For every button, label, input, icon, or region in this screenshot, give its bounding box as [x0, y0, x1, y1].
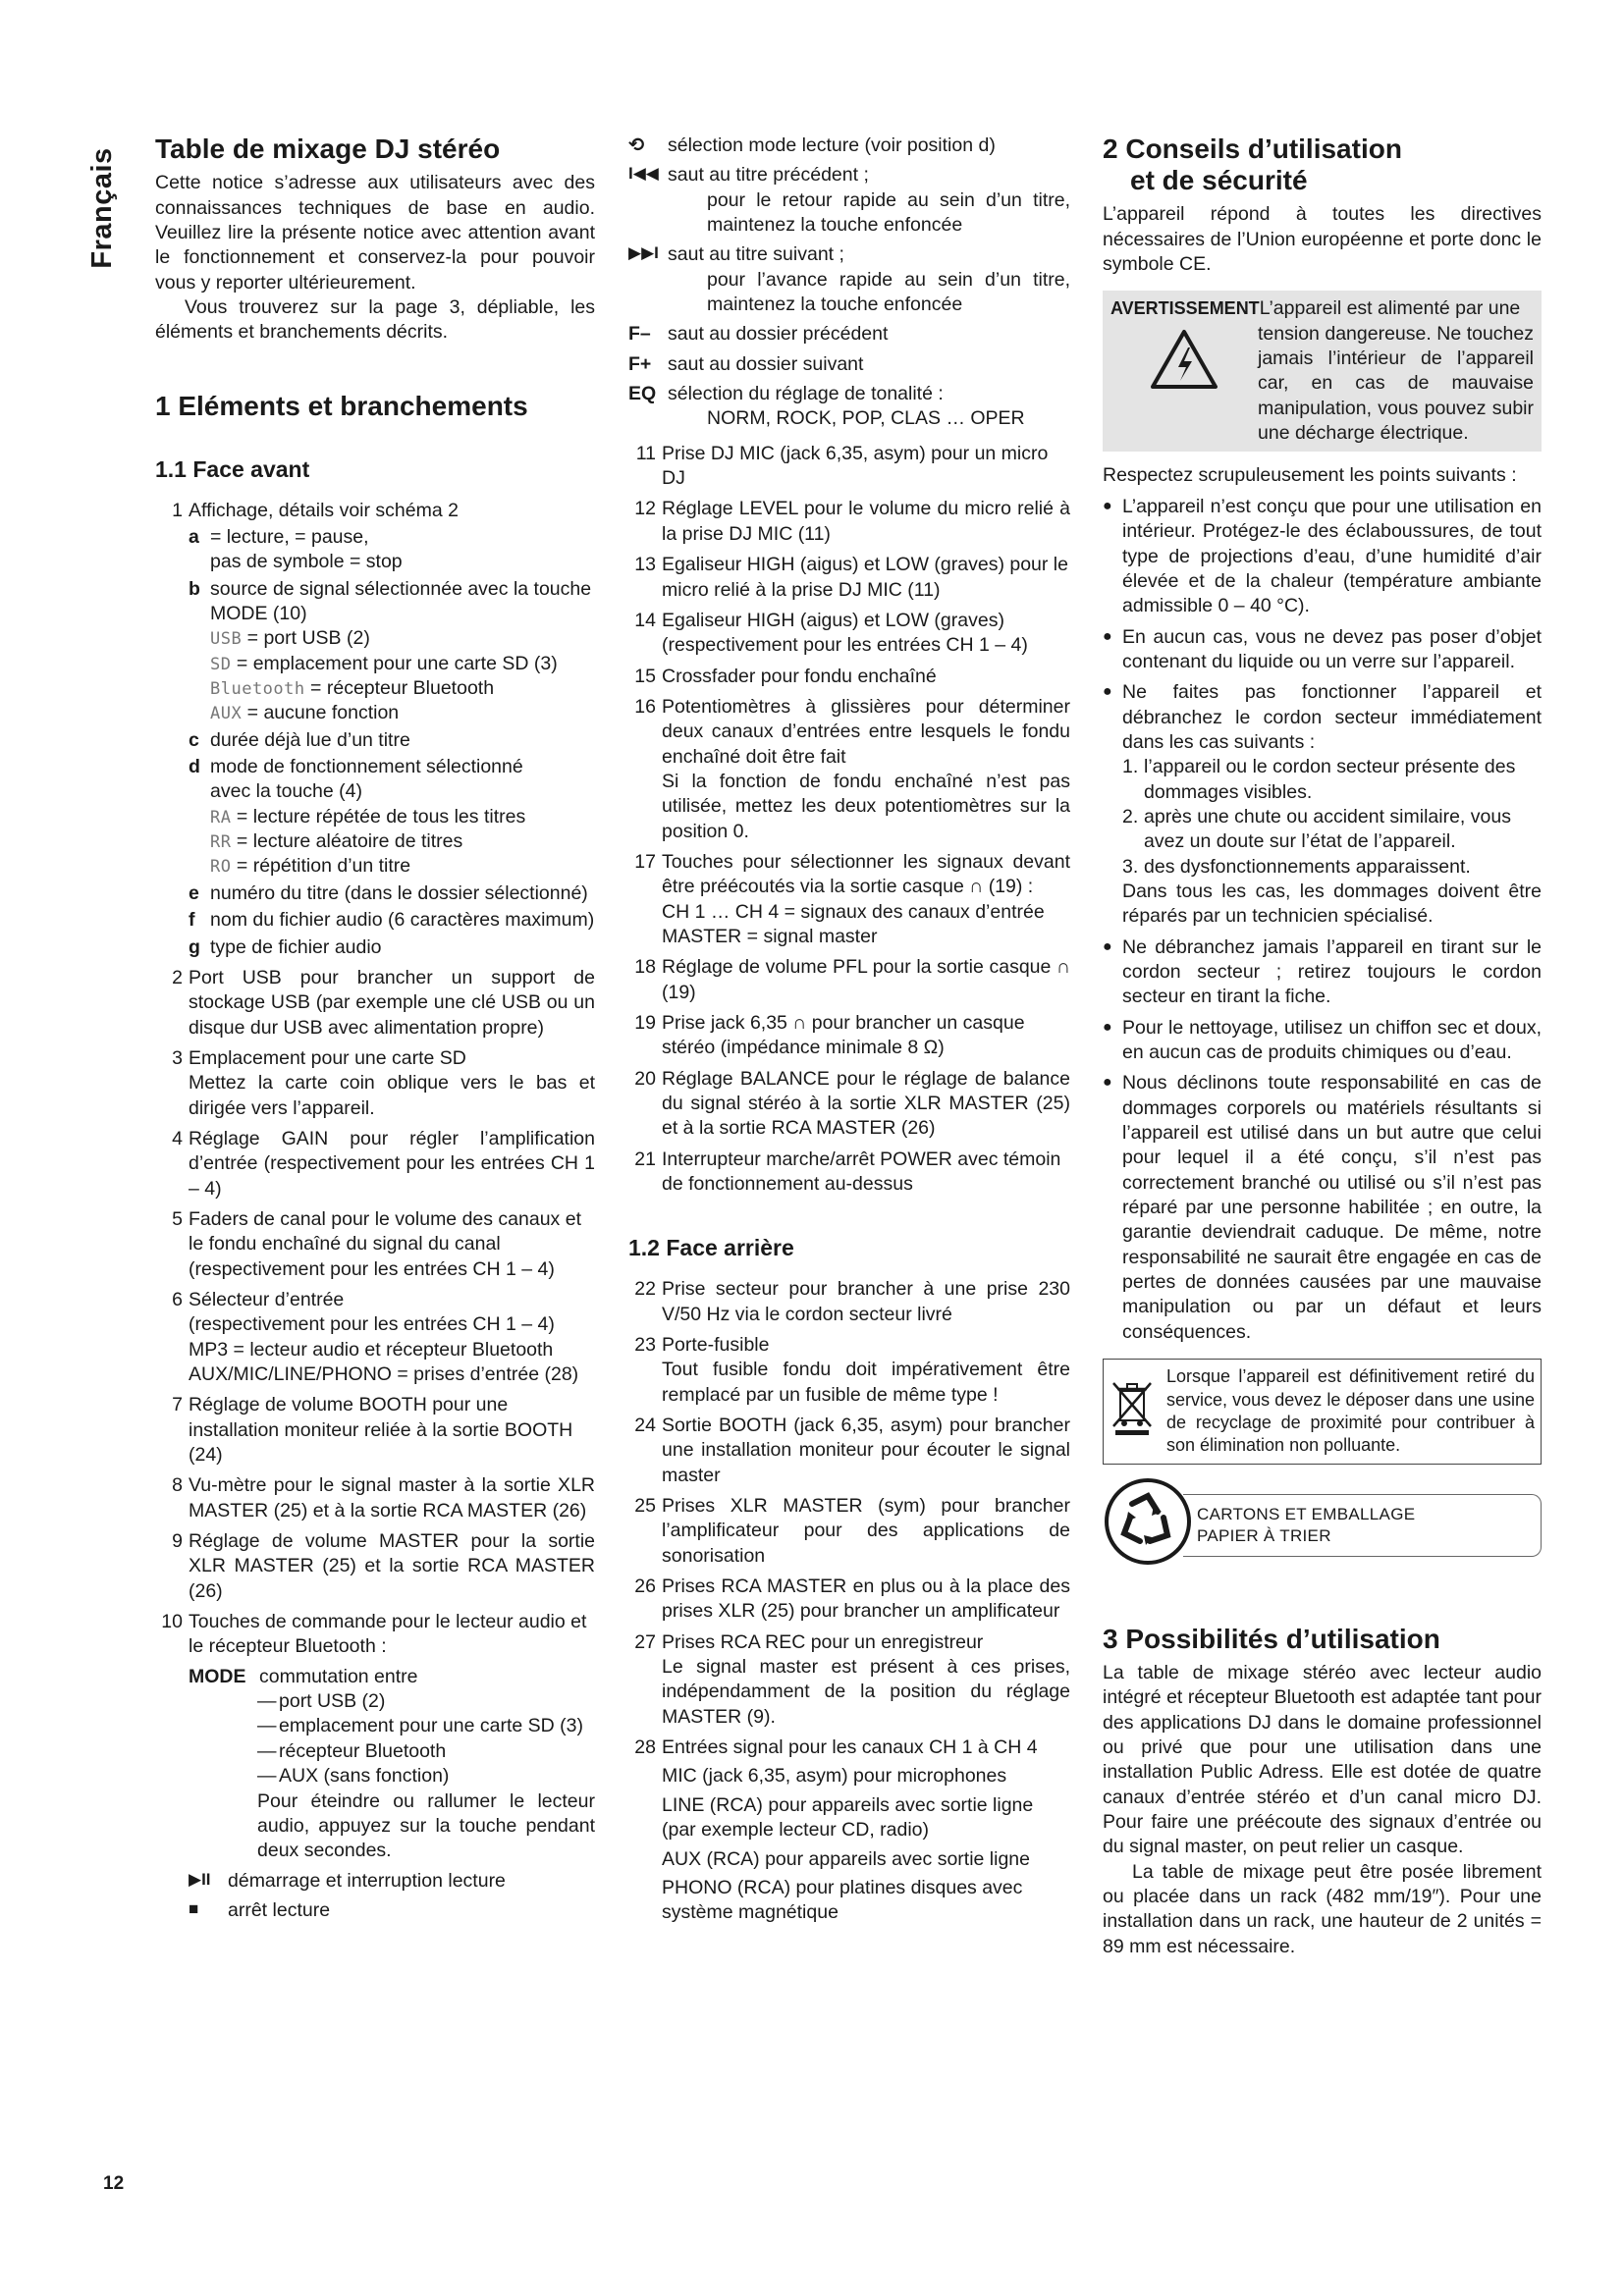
item-11: 11 Prise DJ MIC (jack 6,35, asym) pour un micro DJ [635, 442, 1049, 490]
play-pause-icon: ▶II [189, 1869, 211, 1889]
item-6: 6 Sélecteur d’entrée (respectivement pour les entrées CH 1 – 4) MP3 = lecteur audio et récepteur Bluetooth AUX/MIC/LINE/PHONO = prises d’entrée (28) [172, 1288, 579, 1386]
column-2 [628, 133, 1070, 1926]
lcd-row-aux: AUX = aucune fonction [210, 702, 400, 724]
cmd-next: ▶▶I saut au titre suivant ; pour l’avance rapide au sein d’un titre, maintenez la touche enfoncée [628, 242, 1070, 317]
language-tab [83, 134, 123, 282]
recycling-notice: CARTONS ET EMBALLAGE PAPIER À TRIER [1103, 1480, 1542, 1571]
item-9: 9 Réglage de volume MASTER pour la sortie XLR MASTER (25) et la sortie RCA MASTER (26) [172, 1530, 595, 1602]
item-25: 25 Prises XLR MASTER (sym) pour brancher l’amplificateur pour des applications de sonorisation [634, 1495, 1070, 1567]
warning-box: AVERTISSEMENTL’appareil est alimenté par une tension dangereuse. Ne touchez jamais l’intérieur de l’appareil car, en cas de mauvaise manipulation, vous pouvez subir une décharge électrique. [1103, 291, 1542, 452]
item-23: 23 Porte-fusible Tout fusible fondu doit impérativement être remplacé par un fusible de même type ! [634, 1333, 1070, 1406]
bullet-3: ● Ne faites pas fonctionner l’appareil et débranchez le cordon secteur immédiatement dans les cas suivants : [1103, 681, 1542, 753]
bullet-1: ● L’appareil n’est conçu que pour une utilisation en intérieur. Protégez-le des éclaboussures, de tout type de projections d’eau, d’une humidité d’air élevée et de la chaleur (température ambiante admissible 0 – 40 °C). [1103, 495, 1542, 617]
cmd-prev: I◀◀ saut au titre précédent ; pour le retour rapide au sein d’un titre, maintenez la touche enfoncée [628, 163, 1070, 238]
next-track-icon: ▶▶I [628, 243, 659, 263]
item-1: 1 Affichage, détails voir schéma 2 a = lecture, = pause, pas de symbole = stop b source de signal sélectionnée avec la touche MODE (10) USB = port USB (2) SD = emplacement pour une carte SD (3) Bluetooth = récepteur Bluetooth AUX = aucune fonction c durée déjà lue d’un titre d mode de fonctionnement sélectionné avec la touche (4) RA = lecture répétée de tous les titres RR = lecture aléatoire de titres RO = répétition d’un titre e numéro du titre (dans le dossier sélectionné) f nom du fichier audio (6 caractères maximum) g type de fichier audio [172, 499, 595, 958]
high-voltage-icon [1110, 322, 1258, 447]
bullet-5: ● Pour le nettoyage, utilisez un chiffon sec et doux, en aucun cas de produits chimiques ou d’eau. [1103, 1016, 1542, 1064]
page-title: Table de mixage DJ stéréo [155, 133, 501, 164]
column-3: 2 Conseils d’utilisation et de sécurité L’appareil répond à toutes les directives nécessaires de l’Union européenne et porte donc le symbole CE. AVERTISSEMENTL’appareil est alimenté par une tension dangereuse. Ne touchez jamais l’intérieur de l’appareil car, en cas de mauvaise manipulation, vous pouvez subir une décharge électrique. Respectez scrupuleusement les points suivants : ● L’appareil n’est conçu que pour une utilisation en intérieur. Protégez-le des éclaboussures, de tout type de projections d’eau, d’une humidité d’air élevée et de la chaleur (température ambiante admissible 0 – 40 °C). ● En aucun cas, vous ne devez pas poser d’objet contenant du liquide ou un verre sur l’appareil. ● Ne faites pas fonctionner l’appareil et débranchez le cordon secteur immédiatement dans les cas suivants : 1. l’appareil ou le cordon secteur présente des dommages visibles. 2. après une chute ou accident similaire, vous avez un doute sur l’état de l’appareil. 3. des dysfonctionnements apparaissent. Dans tous les cas, les dommages doivent être réparés par un technicien spécialisé. ● Ne débranchez jamais l’appareil en tirant sur le cordon secteur ; retirez toujours le cordon secteur en tirant la fiche. ● Pour le nettoyage, utilisez un chiffon sec et doux, en aucun cas de produits chimiques ou d’eau. ● Nous déclinons toute responsabilité en cas de dommages corporels ou matériels résultants si l’appareil est utilisé dans un but autre que celui pour lequel il a été conçu, s’il n’est pas correctement branché ou utilisé ou s’il n’est pas réparé par une personne habilitée ; en outre, la garantie deviendrait caduque. De même, notre responsabilité ne saurait être engagée en cas de pertes de données causées par une mauvaise manipulation ou par un défaut et leurs conséquences. Lorsque l’appareil est définitivement retiré du service, vous devez le déposer dans une usine de recyclage de proximité pour contribuer à son élimination non polluante. CARTONS ET EMBALLAGE PAPIER À TRIER 3 Possibilités d’utilisation La table de mixage stéréo avec lecteur audio intégré et récepteur Bluetooth est adaptée tant pour des applications DJ dans le domaine professionnel ou privé que pour une utilisation dans une installation Public Adress. Elle est dotée de quatre canaux d’entrée stéréo et d’un canal micro DJ. Pour faire une préécoute des signaux d’entrée ou du signal master, on peut relier un casque. La table de mixage peut être posée librement ou placée dans un rack (482 mm/19″). Pour une installation dans un rack, une hauteur de 2 unités = 89 mm est nécessaire. [1103, 133, 1542, 1959]
item-14: 14 Egaliseur HIGH (aigus) et LOW (graves) (respectivement pour les entrées CH 1 – 4) [634, 609, 1028, 657]
cmd-repeat: ⟲ sélection mode lecture (voir position d) [628, 133, 1070, 158]
lcd-row-ra: RA = lecture répétée de tous les titres [210, 805, 526, 828]
item-21: 21 Interrupteur marche/arrêt POWER avec témoin de fonctionnement au-dessus [634, 1148, 1061, 1196]
bullet-2: ● En aucun cas, vous ne devez pas poser d’objet contenant du liquide ou un verre sur l’appareil. [1103, 625, 1542, 672]
section-1-title: 1 Eléments et branchements [155, 390, 528, 421]
crossed-bin-icon [1110, 1379, 1166, 1443]
section-3-paragraph-1: La table de mixage stéréo avec lecteur audio intégré et récepteur Bluetooth est adaptée tant pour des applications DJ dans le domaine professionnel ou privé que pour une utilisation dans une installation Public Adress. Elle est dotée de quatre canaux d’entrée stéréo et d’un canal micro DJ. Pour faire une préécoute des signaux d’entrée ou du signal master, on peut relier un casque. [1103, 1661, 1542, 1858]
language-label: Français [86, 147, 119, 269]
item-10: 10 Touches de commande pour le lecteur audio et le récepteur Bluetooth : MODE commutation entre — port USB (2) — emplacement pour une carte SD (3) — récepteur Bluetooth — AUX (sans fonction) Pour éteindre ou rallumer le lecteur audio, appuyez sur la touche pendant deux secondes. ▶II démarrage et interruption lecture ■ arrêt lecture [155, 1610, 595, 1923]
item-4: 4 Réglage GAIN pour régler l’amplification d’entrée (respectivement pour les entrées CH 1 – 4) [172, 1127, 595, 1200]
item-24: 24 Sortie BOOTH (jack 6,35, asym) pour brancher une installation moniteur pour écouter le signal master [634, 1415, 1070, 1486]
item-17: 17 Touches pour sélectionner les signaux devant être préécoutés via la sortie casque ∩ (19) : CH 1 … CH 4 = signaux des canaux d’entrée MASTER = signal master [634, 850, 1070, 947]
item-7: 7 Réglage de volume BOOTH pour une installation moniteur reliée à la sortie BOOTH (24) [172, 1394, 573, 1467]
cmd-folder-prev: F– saut au dossier précédent [628, 323, 889, 346]
cmd-eq: EQ sélection du réglage de tonalité : NORM, ROCK, POP, CLAS … OPER [628, 383, 1025, 430]
item-2: 2 Port USB pour brancher un support de stockage USB (par exemple une clé USB ou un disque dur USB avec alimentation propre) [172, 966, 595, 1039]
column-1 [155, 133, 595, 1923]
item-5: 5 Faders de canal pour le volume des canaux et le fondu enchaîné du signal du canal (respectivement pour les entrées CH 1 – 4) [172, 1207, 581, 1280]
item-8: 8 Vu-mètre pour le signal master à la sortie XLR MASTER (25) et à la sortie RCA MASTER (26) [172, 1474, 595, 1522]
section-1-2-title: 1.2 Face arrière [628, 1235, 794, 1261]
lcd-row-rr: RR = lecture aléatoire de titres [210, 830, 463, 853]
item-28: 28 Entrées signal pour les canaux CH 1 à CH 4 MIC (jack 6,35, asym) pour microphones LINE (RCA) pour appareils avec sortie ligne (par exemple lecteur CD, radio) AUX (RCA) pour appareils avec sortie ligne PHONO (RCA) pour platines disques avec système magnétique [634, 1736, 1038, 1924]
item-16: 16 Potentiomètres à glissières pour déterminer deux canaux d’entrées entre lesquels le fondu enchaîné doit être fait Si la fonction de fondu enchaîné n’est pas utilisée, mettez les deux potentiomètres sur la position 0. [634, 695, 1070, 842]
weee-notice: Lorsque l’appareil est définitivement retiré du service, vous devez le déposer dans une usine de recyclage de proximité pour contribuer à son élimination non polluante. [1103, 1359, 1542, 1465]
section-2-title: 2 Conseils d’utilisation et de sécurité [1103, 133, 1402, 196]
bullet-4: ● Ne débranchez jamais l’appareil en tirant sur le cordon secteur ; retirez toujours le cordon secteur en tirant la fiche. [1103, 935, 1542, 1008]
cmd-folder-next: F+ saut au dossier suivant [628, 352, 864, 375]
respect-note: Respectez scrupuleusement les points suivants : [1103, 464, 1517, 487]
item-3: 3 Emplacement pour une carte SD Mettez la carte coin oblique vers le bas et dirigée vers l’appareil. [172, 1046, 595, 1119]
item-12: 12 Réglage LEVEL pour le volume du micro relié à la prise DJ MIC (11) [634, 498, 1070, 545]
page-number: 12 [103, 2173, 125, 2194]
warning-title: AVERTISSEMENT [1110, 298, 1260, 319]
lcd-row-ro: RO = répétition d’un titre [210, 855, 411, 878]
item-19: 19 Prise jack 6,35 ∩ pour brancher un casque stéréo (impédance minimale 8 Ω) [634, 1012, 1025, 1059]
section-3-title: 3 Possibilités d’utilisation [1103, 1623, 1440, 1654]
lcd-row-usb: USB = port USB (2) [210, 627, 370, 650]
item-13: 13 Egaliseur HIGH (aigus) et LOW (graves) pour le micro relié à la prise DJ MIC (11) [634, 554, 1068, 601]
section-2-intro: L’appareil répond à toutes les directives nécessaires de l’Union européenne et porte donc le symbole CE. [1103, 203, 1542, 276]
item-26: 26 Prises RCA MASTER en plus ou à la place des prises XLR (25) pour brancher un amplificateur [634, 1575, 1070, 1623]
lcd-row-bluetooth: Bluetooth = récepteur Bluetooth [210, 677, 495, 700]
section-3-paragraph-2: La table de mixage peut être posée librement ou placée dans un rack (482 mm/19″). Pour une installation dans un rack, une hauteur de 2 unités = 89 mm est nécessaire. [1103, 1860, 1542, 1957]
repeat-icon: ⟲ [628, 134, 645, 156]
previous-track-icon: I◀◀ [628, 164, 659, 184]
lcd-row-sd: SD = emplacement pour une carte SD (3) [210, 652, 558, 674]
item-20: 20 Réglage BALANCE pour le réglage de balance du signal stéréo à la sortie XLR MASTER (25) et à la sortie RCA MASTER (26) [634, 1067, 1070, 1140]
item-18: 18 Réglage de volume PFL pour la sortie casque ∩ (19) [634, 956, 1070, 1003]
item-22: 22 Prise secteur pour brancher à une prise 230 V/50 Hz via le cordon secteur livré [634, 1278, 1070, 1325]
recycle-icon [1103, 1476, 1193, 1574]
item-27: 27 Prises RCA REC pour un enregistreur Le signal master est présent à ces prises, indépendamment de la position du réglage MASTER (9). [634, 1630, 1070, 1728]
section-1-1-title: 1.1 Face avant [155, 455, 310, 482]
intro-paragraph-2: Vous trouverez sur la page 3, dépliable, les éléments et branchements décrits. [155, 295, 595, 344]
bullet-6: ● Nous déclinons toute responsabilité en cas de dommages corporels ou matériels résultants si l’appareil est utilisé dans un but autre que celui pour lequel il a été conçu, s’il n’est pas correctement branché ou utilisé ou s’il n’est pas réparé par une personne habilitée ; en outre, la garantie deviendrait caduque. De même, notre responsabilité ne saurait être engagée en cas de pertes de données causées par une mauvaise manipulation ou par un défaut et leurs conséquences. [1103, 1072, 1542, 1343]
stop-icon: ■ [189, 1898, 199, 1918]
intro-paragraph: Cette notice s’adresse aux utilisateurs avec des connaissances techniques de base en audio. Veuillez lire la présente notice avec attention avant le fonctionnement et conservez-la pour pouvoir vous y reporter ultérieurement. [155, 172, 595, 294]
item-15: 15 Crossfader pour fondu enchaîné [634, 665, 937, 687]
